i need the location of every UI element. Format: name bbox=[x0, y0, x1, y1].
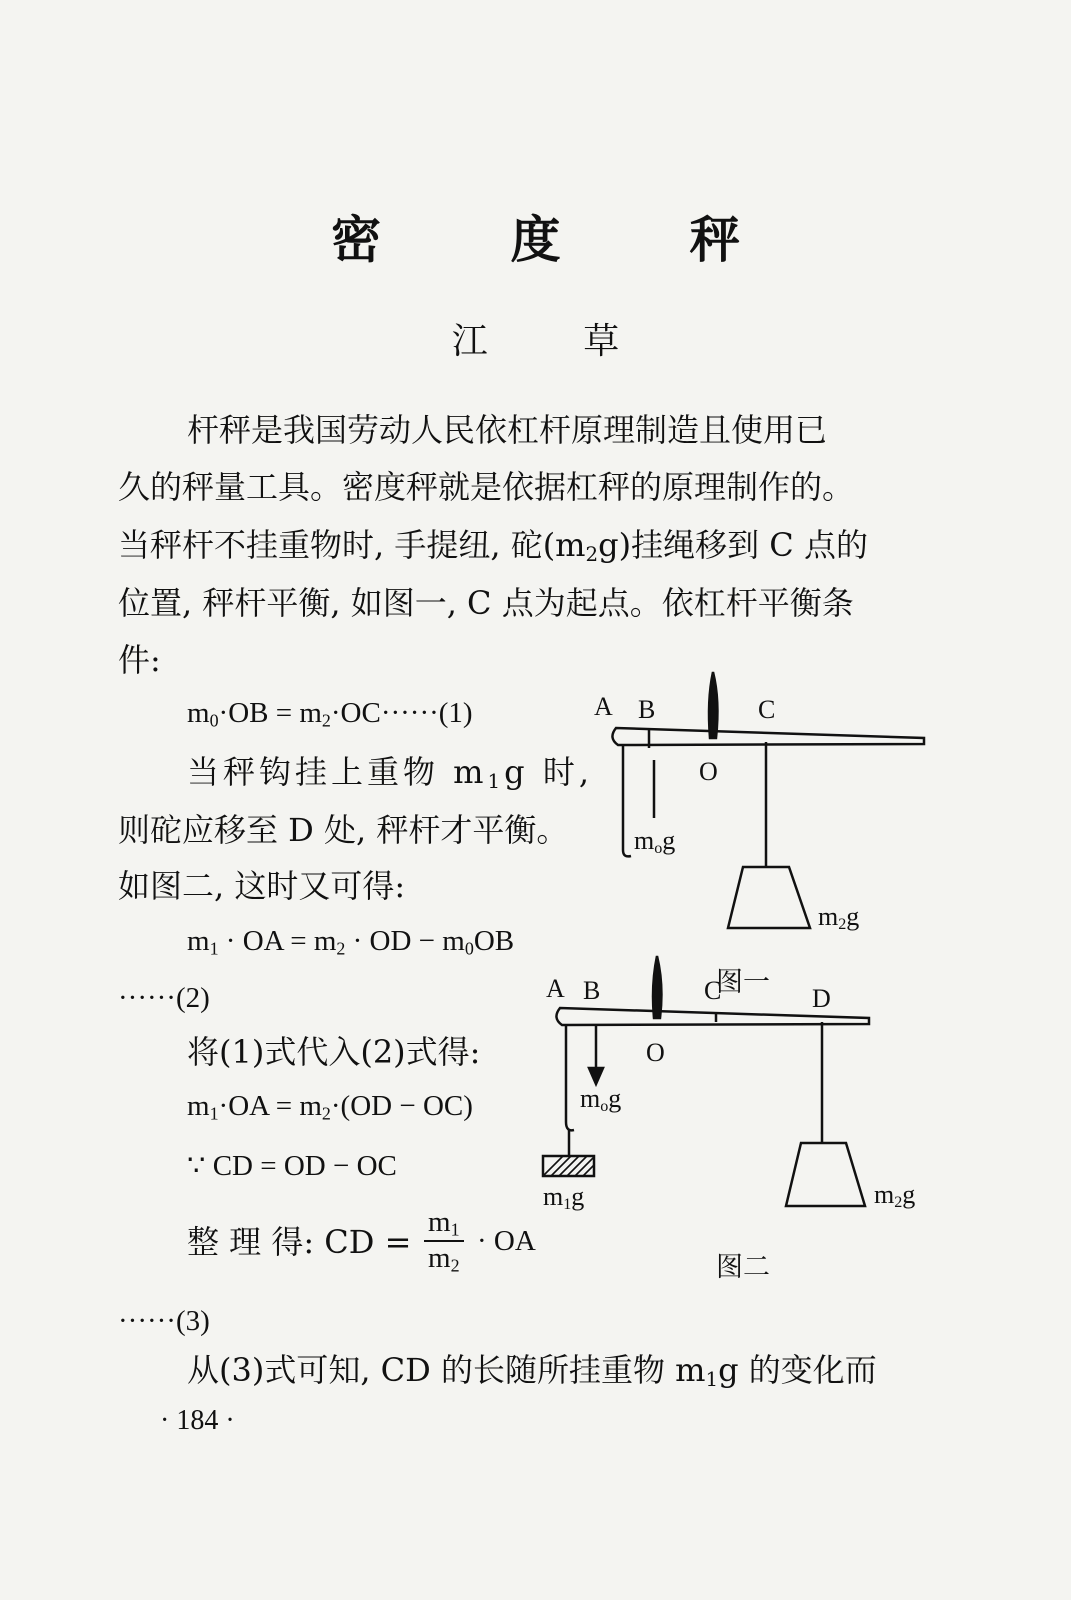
fig1-label-a: A bbox=[594, 692, 613, 721]
equation-2-number: ······(2) bbox=[118, 982, 210, 1014]
fig2-hook bbox=[566, 1122, 574, 1130]
fig1-handle bbox=[709, 672, 717, 738]
para1-line2: 久的秤量工具。密度秤就是依据杠秤的原理制作的。 bbox=[118, 468, 855, 506]
equation-3: $m_1\cdot OA = m_2\cdot(OD - OC)$ bbox=[187, 1090, 473, 1124]
fig1-label-m0g: $m_og$ bbox=[634, 826, 676, 858]
equation-1: $m_0\cdot OB = m_2\cdot OC\cdot\cdot\cdot\cdot\cdot\cdot(1)$ bbox=[187, 697, 473, 731]
fig2-label-d: D bbox=[812, 984, 831, 1013]
fig2-label-a: A bbox=[546, 974, 565, 1003]
equation-2: $m_1$ · OA = $m_2$ · OD − $m_0OB$ bbox=[187, 925, 515, 959]
fig1-label-c: C bbox=[758, 695, 776, 724]
article-title: 密 度 秤 bbox=[331, 210, 796, 269]
equation-5-number: ······(3) bbox=[118, 1305, 210, 1337]
fig2-label-m0g: $m_og$ bbox=[580, 1084, 622, 1116]
fig1-hook bbox=[623, 850, 631, 856]
fig2-caption: 图二 bbox=[716, 1252, 770, 1283]
fig2-arrowhead bbox=[589, 1068, 603, 1084]
para2-line1: 当秤钩挂上重物 $m_1g$ 时, bbox=[187, 753, 593, 793]
fig1-label-o: O bbox=[699, 757, 718, 786]
page-number: · 184 · bbox=[160, 1405, 235, 1436]
fig2-label-m1g: $m_1g$ bbox=[543, 1182, 585, 1214]
equation-5-prefix: 整 理 得: CD = bbox=[187, 1223, 412, 1261]
fig1-beam bbox=[612, 728, 924, 745]
equation-5-suffix: · OA bbox=[477, 1225, 536, 1257]
fig1-label-m2g: $m_2g$ bbox=[818, 902, 860, 934]
fraction-numerator: $m_1$ bbox=[424, 1206, 464, 1242]
fig2-label-m2g: $m_2g$ bbox=[874, 1180, 916, 1212]
para1-line3: 当秤杆不挂重物时, 手提纽, 砣$(m_2g)$挂绳移到 C 点的 bbox=[118, 526, 868, 566]
fig1-counterweight bbox=[728, 867, 810, 928]
fig2-counterweight bbox=[786, 1143, 865, 1206]
para2-line2: 则砣应移至 D 处, 秤杆才平衡。 bbox=[118, 811, 569, 849]
para1-line4: 位置, 秤杆平衡, 如图一, C 点为起点。依杠杆平衡条 bbox=[118, 584, 854, 622]
fig2-load-hatch bbox=[543, 1156, 594, 1176]
fig1-label-b: B bbox=[638, 695, 656, 724]
author-name: 江 草 bbox=[451, 321, 662, 362]
para1-line5: 件: bbox=[118, 641, 161, 679]
equation-4: ∵ CD = OD − OC bbox=[187, 1150, 397, 1182]
last-line: 从(3)式可知, CD 的长随所挂重物 $m_1g$ 的变化而 bbox=[187, 1351, 877, 1391]
fig2-label-b: B bbox=[583, 976, 601, 1005]
para2-line3: 如图二, 这时又可得: bbox=[118, 867, 406, 905]
fig2-label-o: O bbox=[646, 1038, 665, 1067]
fig2-label-c: C bbox=[704, 976, 722, 1005]
fraction-denominator: $m_2$ bbox=[428, 1242, 460, 1276]
fig1-caption: 图一 bbox=[716, 967, 770, 998]
substitution-text: 将(1)式代入(2)式得: bbox=[187, 1033, 481, 1071]
para1-line1: 杆秤是我国劳动人民依杠杆原理制造且使用已 bbox=[187, 411, 828, 449]
fig2-handle bbox=[653, 956, 661, 1018]
